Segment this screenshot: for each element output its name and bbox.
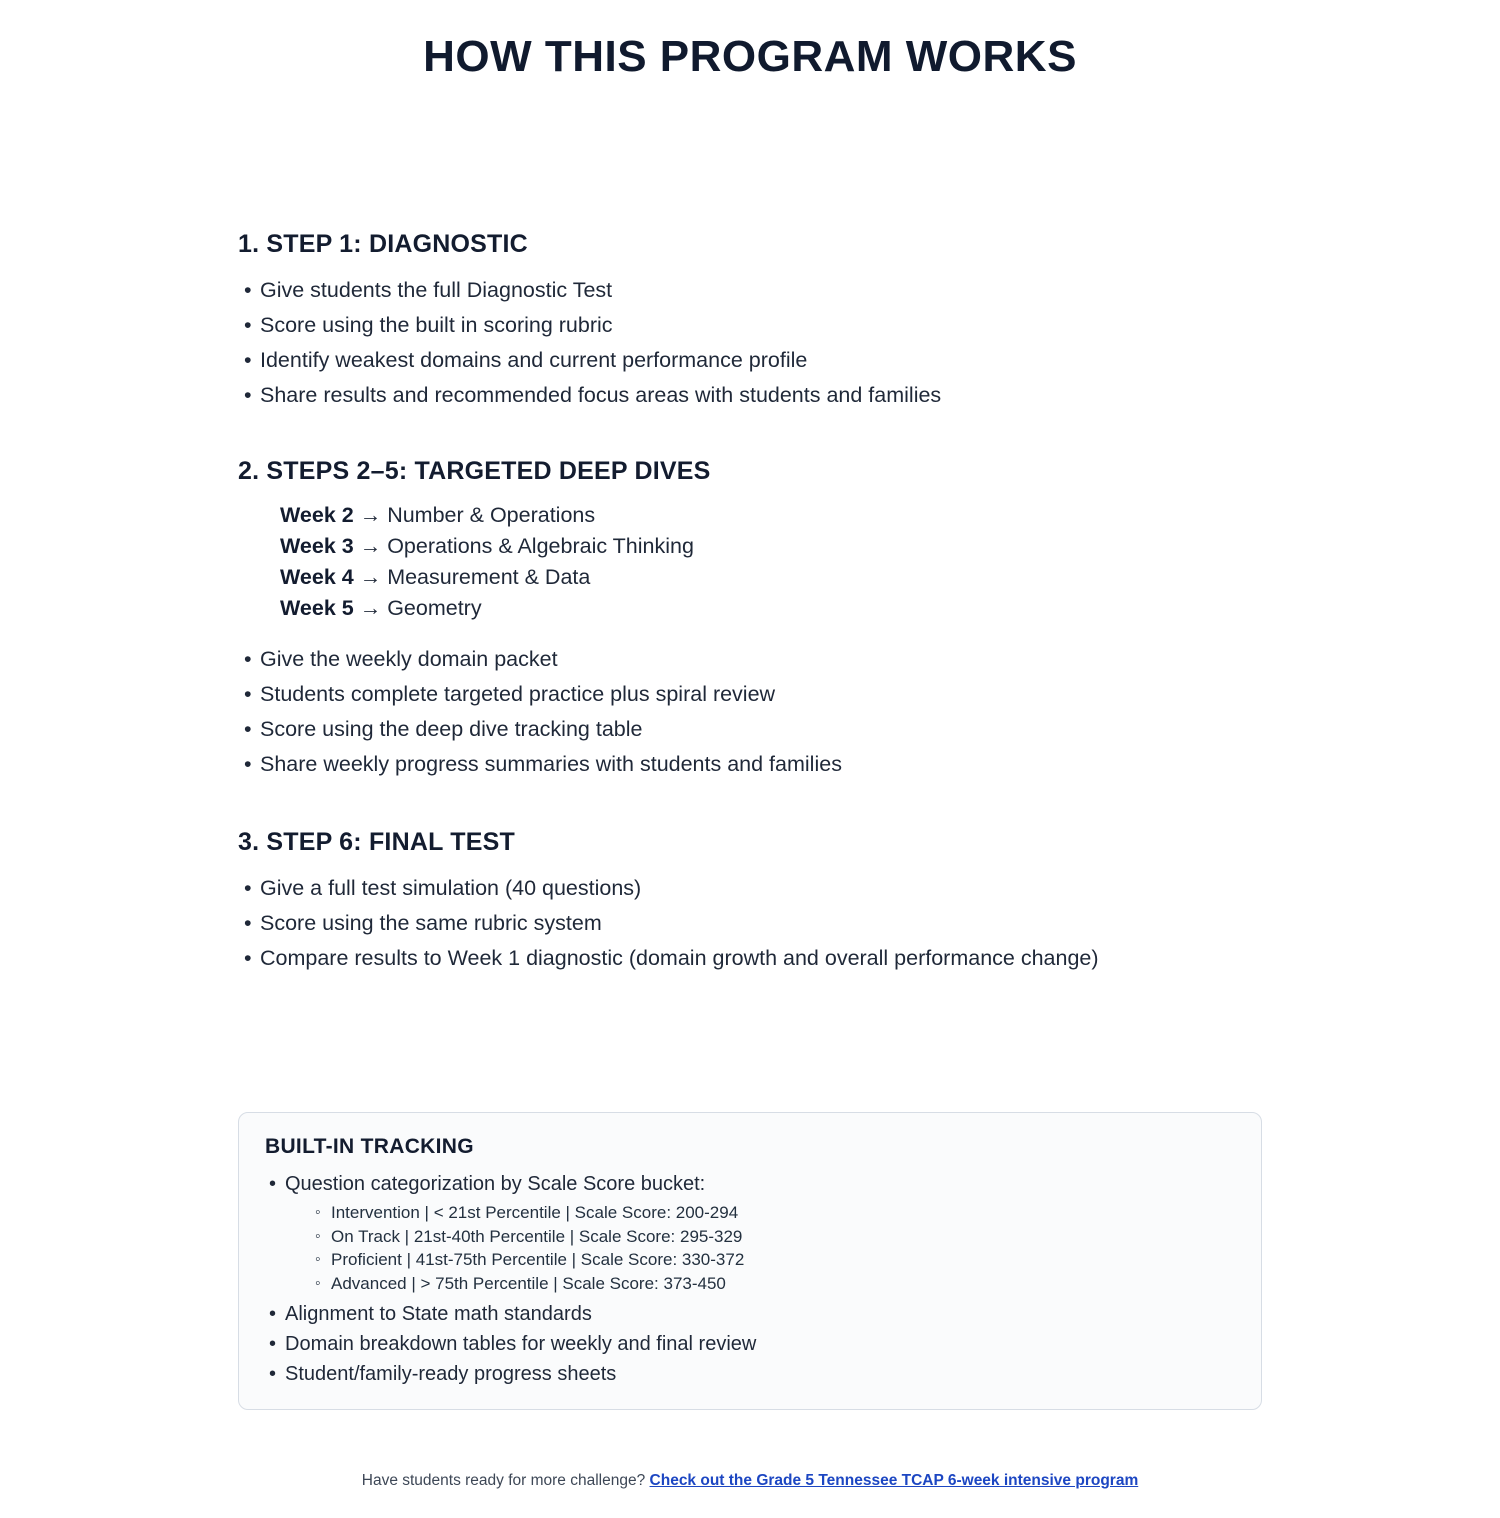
section-step-1 — [238, 230, 1262, 413]
arrow-icon: → — [359, 534, 382, 558]
list-item: • Give students the full Diagnostic Test — [238, 273, 1262, 308]
list-item: ◦ Proficient | 41st-75th Percentile | Scale Score: 330-372 — [285, 1248, 1235, 1272]
footer — [0, 1472, 1500, 1490]
section-heading-steps-2-5: 2. STEPS 2–5: TARGETED DEEP DIVES — [238, 457, 711, 485]
arrow-icon: → — [359, 503, 382, 527]
week-domain-list — [238, 500, 1262, 624]
list-item — [238, 562, 1262, 593]
list-item: • Compare results to Week 1 diagnostic (domain growth and overall performance change) — [238, 941, 1262, 976]
list-item: • Identify weakest domains and current performance profile — [238, 343, 1262, 378]
footer-link[interactable]: Check out the Grade 5 Tennessee TCAP 6-week intensive program — [649, 1472, 1139, 1489]
list-item — [238, 531, 1262, 562]
week-label: Week 5 — [280, 596, 354, 620]
list-item: • Share weekly progress summaries with students and families — [238, 747, 1262, 782]
tracking-list — [265, 1169, 1235, 1389]
footer-text: Have students ready for more challenge? — [361, 1472, 650, 1489]
week-label: Week 2 — [280, 503, 354, 527]
list-item: • Score using the built in scoring rubric — [238, 308, 1262, 343]
list-item: ◦ On Track | 21st-40th Percentile | Scale Score: 295-329 — [285, 1225, 1235, 1249]
week-domain: Operations & Algebraic Thinking — [387, 534, 694, 558]
list-item: ◦ Advanced | > 75th Percentile | Scale Score: 373-450 — [285, 1272, 1235, 1296]
tracking-panel-title: BUILT-IN TRACKING — [265, 1135, 474, 1158]
bullet-list-steps-2-5 — [238, 642, 1262, 782]
bullet-list-step-1 — [238, 273, 1262, 413]
arrow-icon: → — [359, 596, 382, 620]
section-heading-step-6: 3. STEP 6: FINAL TEST — [238, 828, 515, 856]
built-in-tracking-panel — [238, 1112, 1262, 1410]
list-item: • Give a full test simulation (40 questions) — [238, 871, 1262, 906]
document-page — [0, 18, 1500, 1518]
list-item: • Domain breakdown tables for weekly and final review — [265, 1329, 1235, 1359]
list-item — [238, 500, 1262, 531]
list-item: • Score using the same rubric system — [238, 906, 1262, 941]
list-item — [265, 1169, 1235, 1295]
week-label: Week 4 — [280, 565, 354, 589]
list-item: • Share results and recommended focus areas with students and families — [238, 378, 1262, 413]
list-item: • Alignment to State math standards — [265, 1299, 1235, 1329]
section-steps-2-5 — [238, 457, 1262, 782]
week-domain: Number & Operations — [387, 503, 596, 527]
page-title: HOW THIS PROGRAM WORKS — [423, 32, 1077, 81]
document-body — [0, 230, 1500, 976]
list-item: • Score using the deep dive tracking table — [238, 712, 1262, 747]
list-item: • Give the weekly domain packet — [238, 642, 1262, 677]
arrow-icon: → — [359, 565, 382, 589]
list-item: ◦ Intervention | < 21st Percentile | Scale Score: 200-294 — [285, 1201, 1235, 1225]
bullet-list-step-6 — [238, 871, 1262, 976]
week-label: Week 3 — [280, 534, 354, 558]
scale-score-bucket-list — [285, 1201, 1235, 1295]
list-item — [238, 593, 1262, 624]
week-domain: Measurement & Data — [387, 565, 591, 589]
tracking-item-label: Question categorization by Scale Score bucket: — [285, 1173, 706, 1195]
section-step-6 — [238, 828, 1262, 976]
list-item: • Student/family-ready progress sheets — [265, 1359, 1235, 1389]
list-item: • Students complete targeted practice plus spiral review — [238, 677, 1262, 712]
section-heading-step-1: 1. STEP 1: DIAGNOSTIC — [238, 230, 528, 258]
week-domain: Geometry — [387, 596, 482, 620]
